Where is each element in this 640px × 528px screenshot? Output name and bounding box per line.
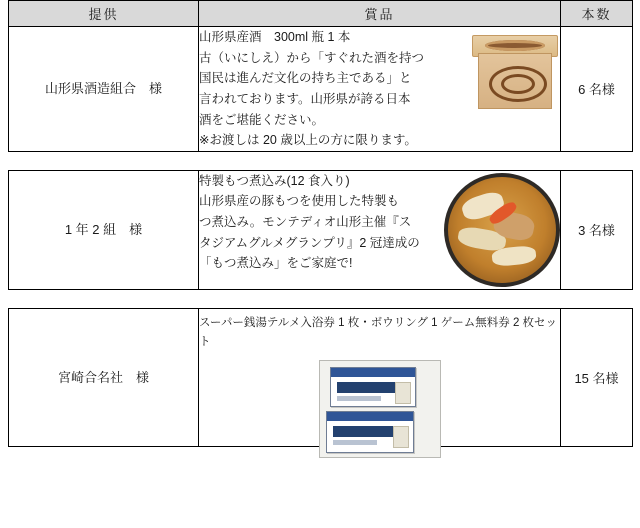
prize-description-cell (199, 27, 561, 152)
prize-line: タジアムグルメグランプリ』2 冠達成の (199, 235, 420, 250)
motsu-nikomi-photo (444, 173, 560, 287)
column-header-prize: 賞品 (199, 1, 561, 27)
ticket-set-photo (199, 360, 560, 458)
table-row (9, 27, 633, 152)
prize-line: 山形県産酒 300ml 瓶 1 本 (199, 30, 351, 44)
prize-line: 言われております。山形県が誇る日本 (199, 91, 411, 106)
table-row (9, 308, 633, 446)
table-header-row (9, 1, 633, 27)
prize-line: ※お渡しは 20 歳以上の方に限ります。 (199, 133, 417, 148)
prize-line: 国民は進んだ文化の持ち主である」と (199, 71, 412, 86)
prize-line: 特製もつ煮込み(12 食入り) (199, 173, 350, 188)
provider-name: 宮崎合名社 様 (9, 308, 199, 446)
prize-line: つ煮込み。モンテディオ山形主催『ス (199, 215, 412, 229)
prize-table-1 (8, 0, 633, 152)
table-gap (8, 290, 632, 308)
prize-count: 6 名様 (561, 27, 633, 152)
prize-table-2 (8, 170, 633, 290)
prize-count: 15 名様 (561, 308, 633, 446)
prize-description-cell (199, 308, 561, 446)
prize-description-cell (199, 170, 561, 289)
prize-line: 山形県産の豚もつを使用した特製も (199, 194, 400, 209)
provider-name: 山形県酒造組合 様 (9, 27, 199, 152)
sake-masu-photo (468, 29, 560, 115)
column-header-count: 本数 (561, 1, 633, 27)
prize-count: 3 名様 (561, 170, 633, 289)
prize-line: スーパー銭湯テルメ入浴券 1 枚・ボウリング 1 ゲーム無料券 2 枚セット (199, 317, 558, 349)
table-row (9, 170, 633, 289)
prize-line: 古（いにしえ）から「すぐれた酒を持つ (199, 50, 425, 65)
prize-line: 「もつ煮込み」をご家庭で! (199, 256, 353, 271)
prize-table-3 (8, 308, 633, 447)
provider-name: 1 年 2 組 様 (9, 170, 199, 289)
prize-line: 酒をご堪能ください。 (199, 112, 325, 127)
table-gap (8, 152, 632, 170)
column-header-provider: 提供 (9, 1, 199, 27)
